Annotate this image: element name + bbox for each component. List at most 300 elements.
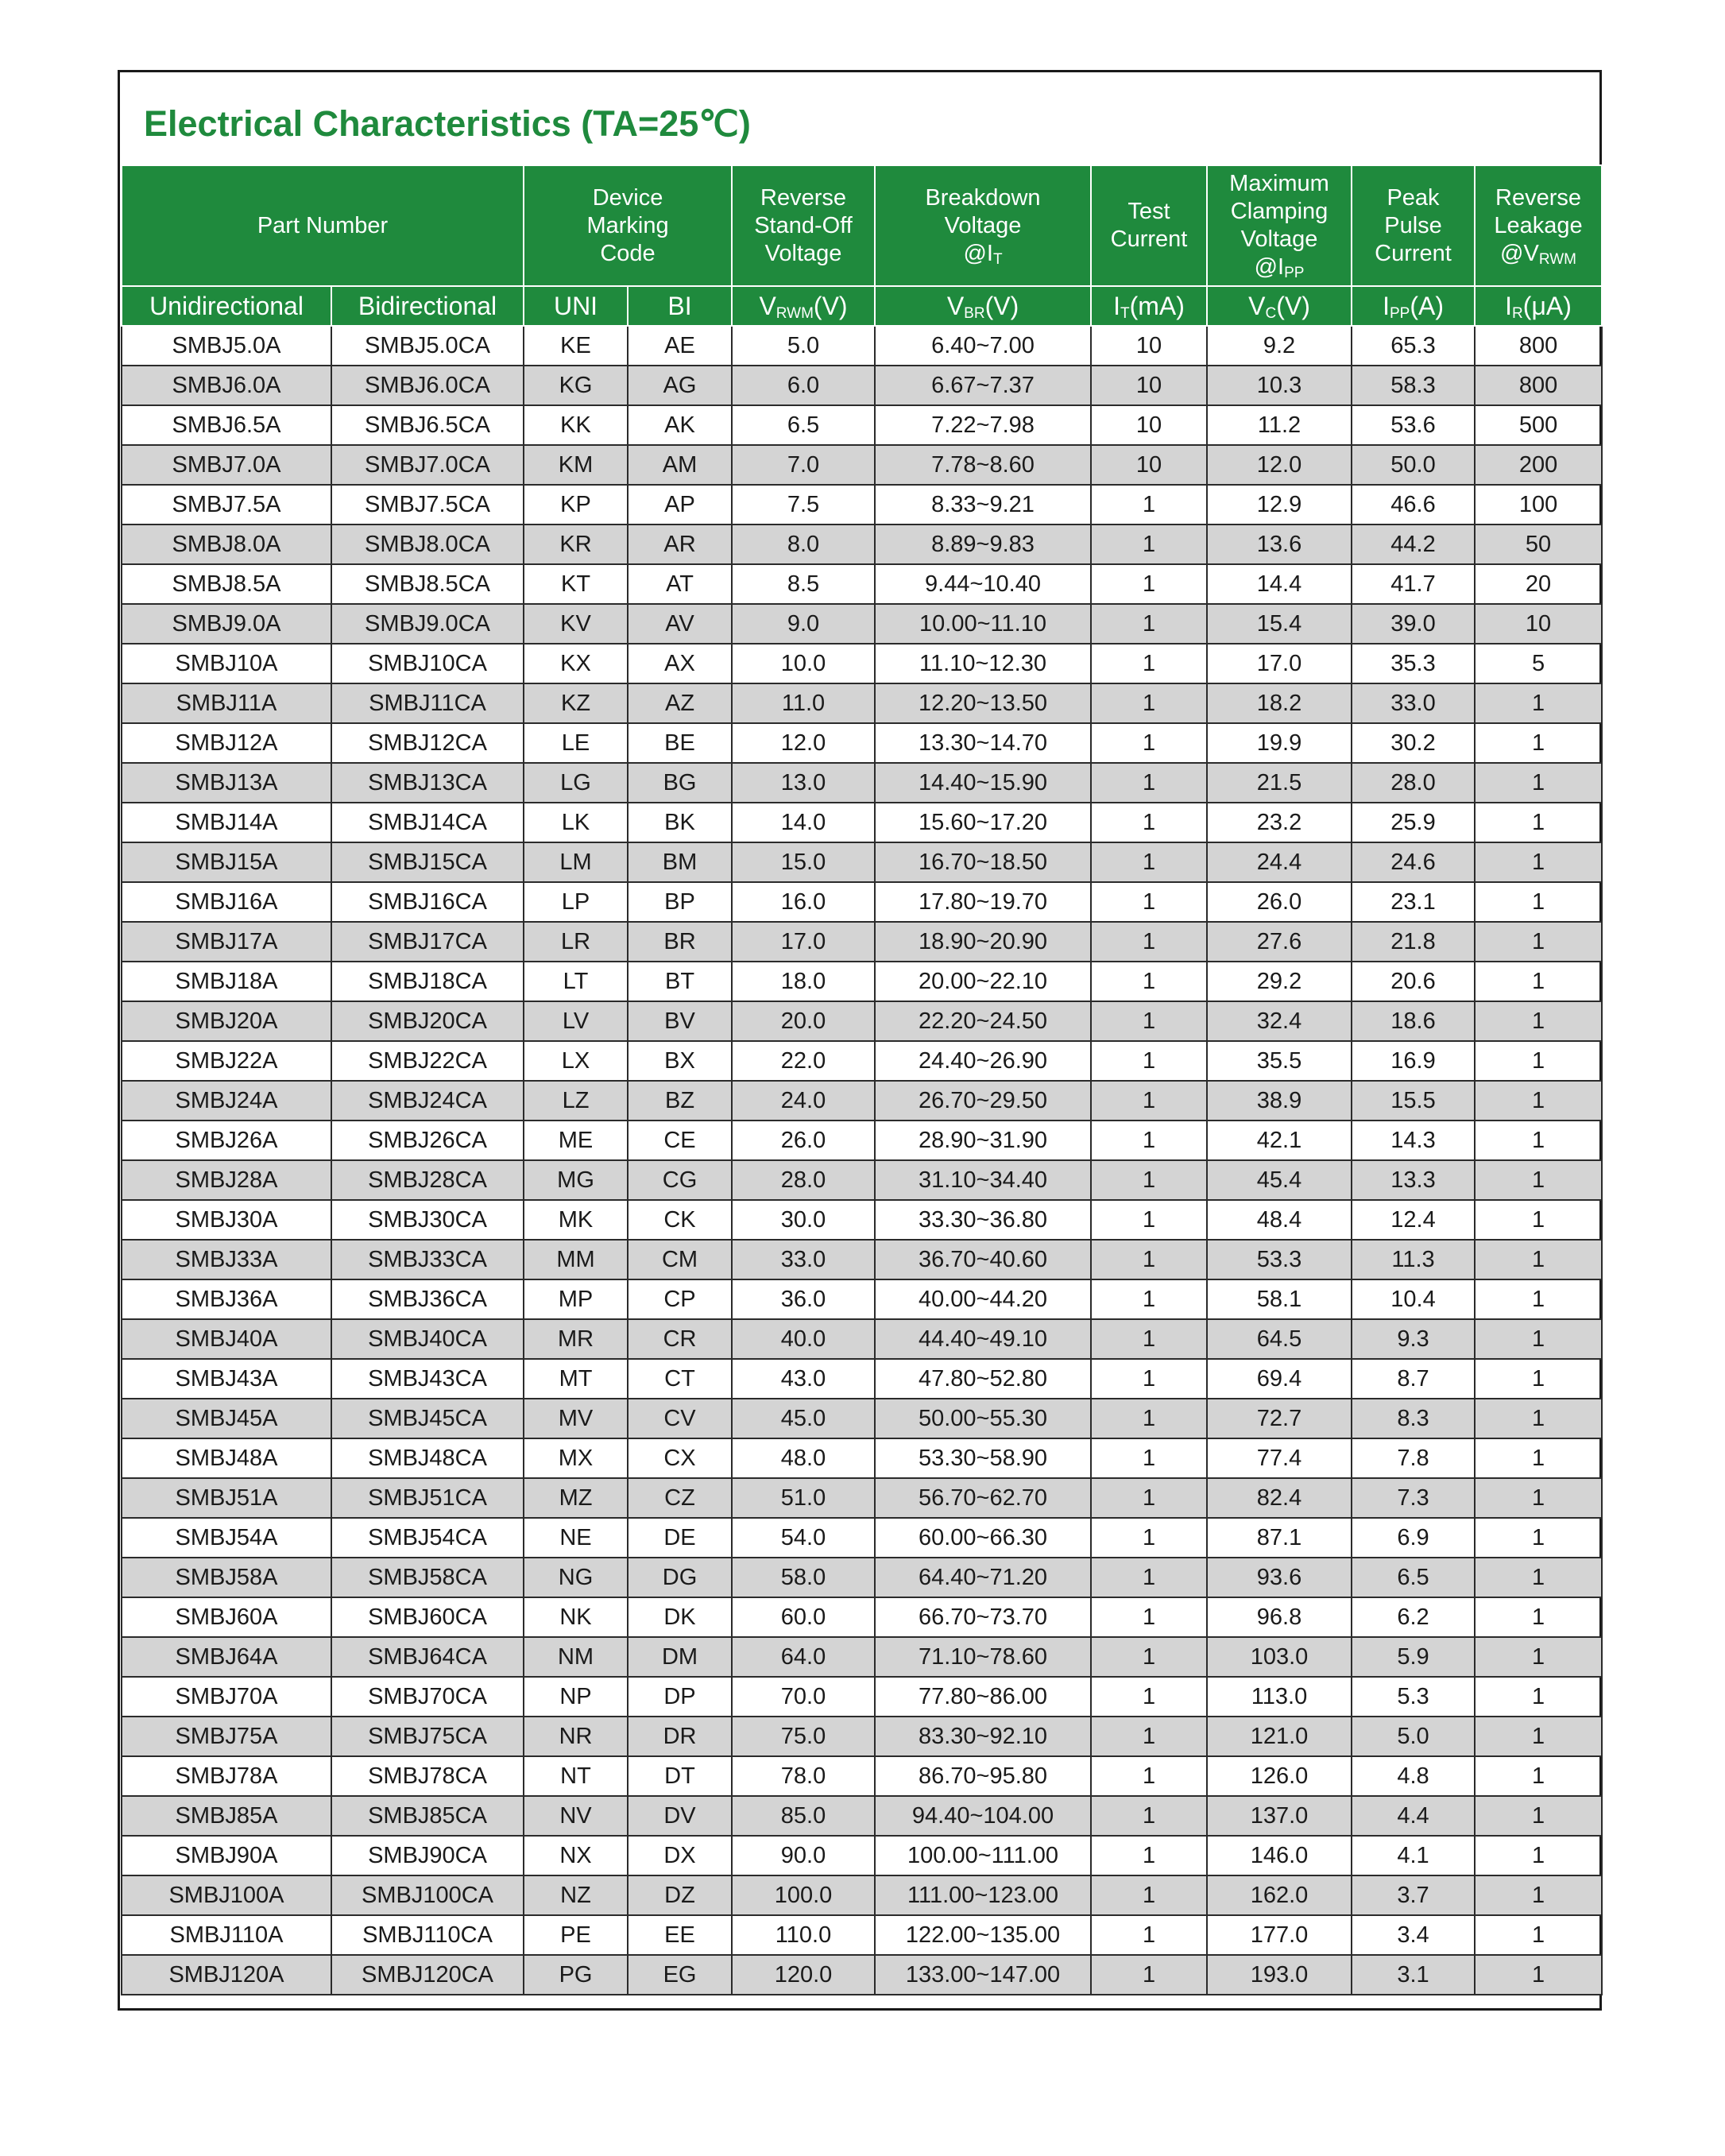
- cell-vbr: 111.00~123.00: [875, 1875, 1091, 1915]
- unidirectional-header: Unidirectional: [122, 286, 331, 326]
- cell-vrwm: 85.0: [732, 1796, 875, 1836]
- cell-uni-part: SMBJ90A: [122, 1836, 331, 1875]
- cell-uni-part: SMBJ36A: [122, 1279, 331, 1319]
- cell-vc: 18.2: [1207, 683, 1352, 723]
- cell-bi-part: SMBJ16CA: [331, 882, 524, 922]
- cell-bi-part: SMBJ17CA: [331, 922, 524, 962]
- cell-bi-mark: AP: [628, 485, 732, 524]
- cell-uni-mark: KX: [524, 644, 628, 683]
- cell-uni-mark: LX: [524, 1041, 628, 1081]
- cell-vbr: 26.70~29.50: [875, 1081, 1091, 1121]
- cell-ipp: 24.6: [1352, 842, 1475, 882]
- marking-code-header: Device Marking Code: [524, 165, 732, 286]
- cell-vbr: 18.90~20.90: [875, 922, 1091, 962]
- cell-it: 1: [1091, 1121, 1207, 1160]
- cell-bi-part: SMBJ45CA: [331, 1399, 524, 1438]
- cell-uni-mark: LR: [524, 922, 628, 962]
- cell-vc: 45.4: [1207, 1160, 1352, 1200]
- table-row: [122, 1041, 1602, 1081]
- cell-ipp: 14.3: [1352, 1121, 1475, 1160]
- cell-vrwm: 11.0: [732, 683, 875, 723]
- cell-bi-part: SMBJ60CA: [331, 1597, 524, 1637]
- peak-pulse-header: Peak Pulse Current: [1352, 165, 1475, 286]
- cell-uni-part: SMBJ30A: [122, 1200, 331, 1240]
- table-row: [122, 1478, 1602, 1518]
- cell-bi-part: SMBJ70CA: [331, 1677, 524, 1717]
- cell-bi-mark: BG: [628, 763, 732, 803]
- cell-ipp: 11.3: [1352, 1240, 1475, 1279]
- cell-it: 1: [1091, 842, 1207, 882]
- cell-bi-mark: CE: [628, 1121, 732, 1160]
- cell-ir: 800: [1475, 366, 1602, 405]
- cell-vbr: 9.44~10.40: [875, 564, 1091, 604]
- cell-it: 1: [1091, 1001, 1207, 1041]
- cell-ipp: 65.3: [1352, 326, 1475, 366]
- cell-vc: 42.1: [1207, 1121, 1352, 1160]
- cell-vc: 72.7: [1207, 1399, 1352, 1438]
- cell-vc: 14.4: [1207, 564, 1352, 604]
- cell-it: 1: [1091, 1279, 1207, 1319]
- cell-vc: 193.0: [1207, 1955, 1352, 1995]
- table-row: [122, 405, 1602, 445]
- table-row: [122, 1279, 1602, 1319]
- cell-bi-part: SMBJ33CA: [331, 1240, 524, 1279]
- cell-vc: 27.6: [1207, 922, 1352, 962]
- cell-ipp: 3.4: [1352, 1915, 1475, 1955]
- cell-vc: 15.4: [1207, 604, 1352, 644]
- cell-bi-part: SMBJ8.0CA: [331, 524, 524, 564]
- cell-vc: 113.0: [1207, 1677, 1352, 1717]
- cell-vbr: 36.70~40.60: [875, 1240, 1091, 1279]
- cell-vbr: 16.70~18.50: [875, 842, 1091, 882]
- cell-vrwm: 70.0: [732, 1677, 875, 1717]
- cell-ipp: 4.1: [1352, 1836, 1475, 1875]
- cell-ir: 1: [1475, 882, 1602, 922]
- cell-ir: 1: [1475, 683, 1602, 723]
- cell-uni-part: SMBJ10A: [122, 644, 331, 683]
- table-row: [122, 1796, 1602, 1836]
- cell-vrwm: 18.0: [732, 962, 875, 1001]
- cell-uni-mark: KM: [524, 445, 628, 485]
- cell-vbr: 83.30~92.10: [875, 1717, 1091, 1756]
- cell-ir: 1: [1475, 1160, 1602, 1200]
- cell-uni-part: SMBJ33A: [122, 1240, 331, 1279]
- cell-uni-mark: PG: [524, 1955, 628, 1995]
- cell-bi-mark: AE: [628, 326, 732, 366]
- cell-bi-part: SMBJ28CA: [331, 1160, 524, 1200]
- table-row: [122, 1240, 1602, 1279]
- cell-uni-mark: MM: [524, 1240, 628, 1279]
- cell-bi-mark: DT: [628, 1756, 732, 1796]
- cell-ir: 500: [1475, 405, 1602, 445]
- cell-bi-mark: DV: [628, 1796, 732, 1836]
- cell-ir: 1: [1475, 1796, 1602, 1836]
- cell-uni-mark: NG: [524, 1558, 628, 1597]
- table-row: [122, 1121, 1602, 1160]
- cell-ipp: 6.2: [1352, 1597, 1475, 1637]
- cell-it: 1: [1091, 1597, 1207, 1637]
- cell-bi-mark: AR: [628, 524, 732, 564]
- cell-uni-part: SMBJ28A: [122, 1160, 331, 1200]
- cell-bi-part: SMBJ10CA: [331, 644, 524, 683]
- cell-vrwm: 120.0: [732, 1955, 875, 1995]
- cell-uni-part: SMBJ110A: [122, 1915, 331, 1955]
- cell-ipp: 4.4: [1352, 1796, 1475, 1836]
- cell-bi-mark: BR: [628, 922, 732, 962]
- cell-ipp: 50.0: [1352, 445, 1475, 485]
- cell-bi-part: SMBJ15CA: [331, 842, 524, 882]
- cell-ipp: 3.1: [1352, 1955, 1475, 1995]
- cell-bi-part: SMBJ75CA: [331, 1717, 524, 1756]
- cell-uni-mark: KG: [524, 366, 628, 405]
- cell-ipp: 10.4: [1352, 1279, 1475, 1319]
- cell-uni-mark: LV: [524, 1001, 628, 1041]
- cell-it: 1: [1091, 882, 1207, 922]
- cell-uni-part: SMBJ48A: [122, 1438, 331, 1478]
- cell-ir: 1: [1475, 1399, 1602, 1438]
- cell-uni-mark: LT: [524, 962, 628, 1001]
- page-title: Electrical Characteristics (TA=25℃): [144, 103, 751, 144]
- cell-vbr: 8.89~9.83: [875, 524, 1091, 564]
- cell-vc: 177.0: [1207, 1915, 1352, 1955]
- cell-it: 1: [1091, 1796, 1207, 1836]
- cell-ir: 1: [1475, 1637, 1602, 1677]
- uni-header: UNI: [524, 286, 628, 326]
- cell-vrwm: 48.0: [732, 1438, 875, 1478]
- cell-uni-mark: LK: [524, 803, 628, 842]
- cell-uni-part: SMBJ12A: [122, 723, 331, 763]
- table-row: [122, 1677, 1602, 1717]
- cell-vc: 38.9: [1207, 1081, 1352, 1121]
- table-row: [122, 644, 1602, 683]
- cell-it: 1: [1091, 683, 1207, 723]
- cell-it: 1: [1091, 1081, 1207, 1121]
- cell-ir: 1: [1475, 1677, 1602, 1717]
- cell-bi-mark: DX: [628, 1836, 732, 1875]
- cell-bi-part: SMBJ64CA: [331, 1637, 524, 1677]
- cell-ir: 1: [1475, 1875, 1602, 1915]
- cell-vrwm: 28.0: [732, 1160, 875, 1200]
- cell-vbr: 8.33~9.21: [875, 485, 1091, 524]
- table-row: [122, 564, 1602, 604]
- table-row: [122, 1558, 1602, 1597]
- cell-bi-part: SMBJ48CA: [331, 1438, 524, 1478]
- cell-uni-part: SMBJ58A: [122, 1558, 331, 1597]
- cell-vbr: 28.90~31.90: [875, 1121, 1091, 1160]
- cell-ipp: 23.1: [1352, 882, 1475, 922]
- cell-it: 1: [1091, 763, 1207, 803]
- cell-ipp: 44.2: [1352, 524, 1475, 564]
- cell-uni-part: SMBJ51A: [122, 1478, 331, 1518]
- cell-bi-mark: AK: [628, 405, 732, 445]
- cell-bi-mark: AG: [628, 366, 732, 405]
- cell-uni-mark: KK: [524, 405, 628, 445]
- cell-uni-part: SMBJ20A: [122, 1001, 331, 1041]
- cell-it: 1: [1091, 922, 1207, 962]
- cell-uni-mark: LE: [524, 723, 628, 763]
- test-current-header: Test Current: [1091, 165, 1207, 286]
- cell-vc: 48.4: [1207, 1200, 1352, 1240]
- cell-it: 1: [1091, 604, 1207, 644]
- cell-bi-part: SMBJ7.5CA: [331, 485, 524, 524]
- cell-vc: 87.1: [1207, 1518, 1352, 1558]
- cell-bi-mark: AM: [628, 445, 732, 485]
- cell-vrwm: 10.0: [732, 644, 875, 683]
- cell-it: 1: [1091, 485, 1207, 524]
- cell-uni-part: SMBJ40A: [122, 1319, 331, 1359]
- cell-uni-part: SMBJ85A: [122, 1796, 331, 1836]
- cell-vc: 103.0: [1207, 1637, 1352, 1677]
- cell-bi-mark: BT: [628, 962, 732, 1001]
- cell-it: 1: [1091, 1240, 1207, 1279]
- cell-vbr: 60.00~66.30: [875, 1518, 1091, 1558]
- cell-uni-part: SMBJ64A: [122, 1637, 331, 1677]
- cell-ipp: 6.9: [1352, 1518, 1475, 1558]
- table-row: [122, 1597, 1602, 1637]
- cell-bi-mark: CT: [628, 1359, 732, 1399]
- cell-uni-part: SMBJ60A: [122, 1597, 331, 1637]
- cell-ipp: 28.0: [1352, 763, 1475, 803]
- cell-ir: 1: [1475, 1836, 1602, 1875]
- cell-bi-part: SMBJ78CA: [331, 1756, 524, 1796]
- cell-it: 1: [1091, 1041, 1207, 1081]
- cell-uni-mark: PE: [524, 1915, 628, 1955]
- cell-vrwm: 14.0: [732, 803, 875, 842]
- cell-bi-part: SMBJ120CA: [331, 1955, 524, 1995]
- cell-vrwm: 6.0: [732, 366, 875, 405]
- table-row: [122, 1955, 1602, 1995]
- cell-vrwm: 40.0: [732, 1319, 875, 1359]
- cell-ir: 1: [1475, 1518, 1602, 1558]
- cell-ir: 1: [1475, 1041, 1602, 1081]
- cell-it: 1: [1091, 524, 1207, 564]
- cell-uni-part: SMBJ8.5A: [122, 564, 331, 604]
- cell-vc: 93.6: [1207, 1558, 1352, 1597]
- cell-it: 1: [1091, 723, 1207, 763]
- cell-it: 10: [1091, 326, 1207, 366]
- cell-vbr: 24.40~26.90: [875, 1041, 1091, 1081]
- cell-bi-part: SMBJ5.0CA: [331, 326, 524, 366]
- cell-vc: 10.3: [1207, 366, 1352, 405]
- cell-ir: 1: [1475, 1279, 1602, 1319]
- cell-vrwm: 45.0: [732, 1399, 875, 1438]
- cell-vrwm: 54.0: [732, 1518, 875, 1558]
- cell-vc: 32.4: [1207, 1001, 1352, 1041]
- cell-bi-mark: CG: [628, 1160, 732, 1200]
- cell-vbr: 40.00~44.20: [875, 1279, 1091, 1319]
- cell-ipp: 30.2: [1352, 723, 1475, 763]
- cell-bi-mark: DE: [628, 1518, 732, 1558]
- cell-ir: 1: [1475, 962, 1602, 1001]
- cell-ir: 5: [1475, 644, 1602, 683]
- cell-bi-part: SMBJ43CA: [331, 1359, 524, 1399]
- electrical-characteristics-table: [121, 165, 1603, 1995]
- bidirectional-header: Bidirectional: [331, 286, 524, 326]
- cell-ir: 1: [1475, 803, 1602, 842]
- cell-uni-part: SMBJ70A: [122, 1677, 331, 1717]
- cell-uni-mark: MX: [524, 1438, 628, 1478]
- cell-it: 1: [1091, 1438, 1207, 1478]
- cell-it: 1: [1091, 1518, 1207, 1558]
- cell-ipp: 15.5: [1352, 1081, 1475, 1121]
- table-row: [122, 683, 1602, 723]
- cell-bi-mark: DR: [628, 1717, 732, 1756]
- cell-uni-part: SMBJ6.5A: [122, 405, 331, 445]
- cell-vbr: 122.00~135.00: [875, 1915, 1091, 1955]
- cell-vc: 53.3: [1207, 1240, 1352, 1279]
- cell-vrwm: 30.0: [732, 1200, 875, 1240]
- cell-bi-mark: AV: [628, 604, 732, 644]
- cell-bi-part: SMBJ20CA: [331, 1001, 524, 1041]
- cell-bi-mark: DK: [628, 1597, 732, 1637]
- cell-vc: 29.2: [1207, 962, 1352, 1001]
- cell-uni-part: SMBJ9.0A: [122, 604, 331, 644]
- cell-bi-mark: CR: [628, 1319, 732, 1359]
- cell-bi-part: SMBJ22CA: [331, 1041, 524, 1081]
- cell-ir: 100: [1475, 485, 1602, 524]
- cell-bi-part: SMBJ54CA: [331, 1518, 524, 1558]
- table-row: [122, 842, 1602, 882]
- cell-ipp: 5.0: [1352, 1717, 1475, 1756]
- cell-vrwm: 36.0: [732, 1279, 875, 1319]
- cell-uni-mark: LG: [524, 763, 628, 803]
- cell-bi-part: SMBJ51CA: [331, 1478, 524, 1518]
- cell-uni-mark: KE: [524, 326, 628, 366]
- cell-vc: 121.0: [1207, 1717, 1352, 1756]
- cell-it: 10: [1091, 405, 1207, 445]
- cell-bi-mark: EE: [628, 1915, 732, 1955]
- cell-uni-part: SMBJ24A: [122, 1081, 331, 1121]
- cell-bi-mark: BZ: [628, 1081, 732, 1121]
- cell-uni-mark: LZ: [524, 1081, 628, 1121]
- cell-vc: 146.0: [1207, 1836, 1352, 1875]
- cell-ipp: 21.8: [1352, 922, 1475, 962]
- cell-bi-part: SMBJ9.0CA: [331, 604, 524, 644]
- cell-vbr: 50.00~55.30: [875, 1399, 1091, 1438]
- cell-it: 1: [1091, 1756, 1207, 1796]
- cell-vbr: 12.20~13.50: [875, 683, 1091, 723]
- cell-uni-mark: MR: [524, 1319, 628, 1359]
- reverse-standoff-header: Reverse Stand-Off Voltage: [732, 165, 875, 286]
- cell-vc: 23.2: [1207, 803, 1352, 842]
- cell-vc: 162.0: [1207, 1875, 1352, 1915]
- cell-bi-part: SMBJ11CA: [331, 683, 524, 723]
- cell-vc: 69.4: [1207, 1359, 1352, 1399]
- cell-bi-mark: EG: [628, 1955, 732, 1995]
- cell-uni-mark: MK: [524, 1200, 628, 1240]
- cell-uni-part: SMBJ17A: [122, 922, 331, 962]
- cell-ir: 1: [1475, 1955, 1602, 1995]
- cell-bi-mark: BE: [628, 723, 732, 763]
- cell-bi-mark: BV: [628, 1001, 732, 1041]
- cell-vc: 58.1: [1207, 1279, 1352, 1319]
- cell-ipp: 8.3: [1352, 1399, 1475, 1438]
- cell-vrwm: 26.0: [732, 1121, 875, 1160]
- cell-uni-part: SMBJ5.0A: [122, 326, 331, 366]
- cell-vc: 17.0: [1207, 644, 1352, 683]
- cell-bi-mark: DZ: [628, 1875, 732, 1915]
- cell-bi-part: SMBJ110CA: [331, 1915, 524, 1955]
- cell-uni-mark: KR: [524, 524, 628, 564]
- cell-bi-part: SMBJ12CA: [331, 723, 524, 763]
- cell-bi-part: SMBJ36CA: [331, 1279, 524, 1319]
- cell-vrwm: 110.0: [732, 1915, 875, 1955]
- cell-ir: 1: [1475, 723, 1602, 763]
- cell-uni-mark: KV: [524, 604, 628, 644]
- cell-vbr: 13.30~14.70: [875, 723, 1091, 763]
- cell-uni-part: SMBJ15A: [122, 842, 331, 882]
- cell-ipp: 39.0: [1352, 604, 1475, 644]
- cell-bi-part: SMBJ6.0CA: [331, 366, 524, 405]
- cell-ipp: 5.3: [1352, 1677, 1475, 1717]
- cell-vc: 126.0: [1207, 1756, 1352, 1796]
- cell-vc: 13.6: [1207, 524, 1352, 564]
- cell-ipp: 33.0: [1352, 683, 1475, 723]
- table-row: [122, 1399, 1602, 1438]
- cell-uni-mark: MZ: [524, 1478, 628, 1518]
- cell-ipp: 13.3: [1352, 1160, 1475, 1200]
- cell-bi-mark: AX: [628, 644, 732, 683]
- cell-vbr: 15.60~17.20: [875, 803, 1091, 842]
- cell-bi-part: SMBJ7.0CA: [331, 445, 524, 485]
- part-number-header: Part Number: [122, 165, 524, 286]
- ipp-header: $I_{PP}(A)$: [1352, 286, 1475, 326]
- cell-bi-part: SMBJ26CA: [331, 1121, 524, 1160]
- cell-vrwm: 58.0: [732, 1558, 875, 1597]
- table-row: [122, 1756, 1602, 1796]
- cell-vbr: 64.40~71.20: [875, 1558, 1091, 1597]
- cell-ir: 1: [1475, 1717, 1602, 1756]
- cell-vbr: 47.80~52.80: [875, 1359, 1091, 1399]
- cell-bi-part: SMBJ40CA: [331, 1319, 524, 1359]
- cell-ipp: 18.6: [1352, 1001, 1475, 1041]
- vbr-header: $V_{BR}(V)$: [875, 286, 1091, 326]
- cell-it: 1: [1091, 1836, 1207, 1875]
- table-row: [122, 723, 1602, 763]
- bi-header: BI: [628, 286, 732, 326]
- cell-uni-mark: NM: [524, 1637, 628, 1677]
- cell-bi-part: SMBJ13CA: [331, 763, 524, 803]
- cell-ipp: 7.8: [1352, 1438, 1475, 1478]
- cell-ipp: 7.3: [1352, 1478, 1475, 1518]
- cell-bi-part: SMBJ24CA: [331, 1081, 524, 1121]
- table-row: [122, 1836, 1602, 1875]
- cell-it: 1: [1091, 962, 1207, 1001]
- cell-vrwm: 7.5: [732, 485, 875, 524]
- cell-bi-part: SMBJ18CA: [331, 962, 524, 1001]
- cell-ipp: 35.3: [1352, 644, 1475, 683]
- cell-bi-mark: CX: [628, 1438, 732, 1478]
- cell-vbr: 86.70~95.80: [875, 1756, 1091, 1796]
- cell-uni-mark: NR: [524, 1717, 628, 1756]
- cell-ipp: 25.9: [1352, 803, 1475, 842]
- cell-ipp: 53.6: [1352, 405, 1475, 445]
- cell-bi-mark: DP: [628, 1677, 732, 1717]
- cell-uni-mark: KP: [524, 485, 628, 524]
- cell-vbr: 7.78~8.60: [875, 445, 1091, 485]
- cell-ir: 1: [1475, 1478, 1602, 1518]
- table-row: [122, 1637, 1602, 1677]
- cell-ir: 1: [1475, 1121, 1602, 1160]
- cell-vbr: 22.20~24.50: [875, 1001, 1091, 1041]
- cell-vc: 12.9: [1207, 485, 1352, 524]
- table-row: [122, 524, 1602, 564]
- cell-bi-mark: CZ: [628, 1478, 732, 1518]
- cell-vc: 96.8: [1207, 1597, 1352, 1637]
- cell-ir: 1: [1475, 763, 1602, 803]
- cell-ipp: 46.6: [1352, 485, 1475, 524]
- table-row: [122, 1875, 1602, 1915]
